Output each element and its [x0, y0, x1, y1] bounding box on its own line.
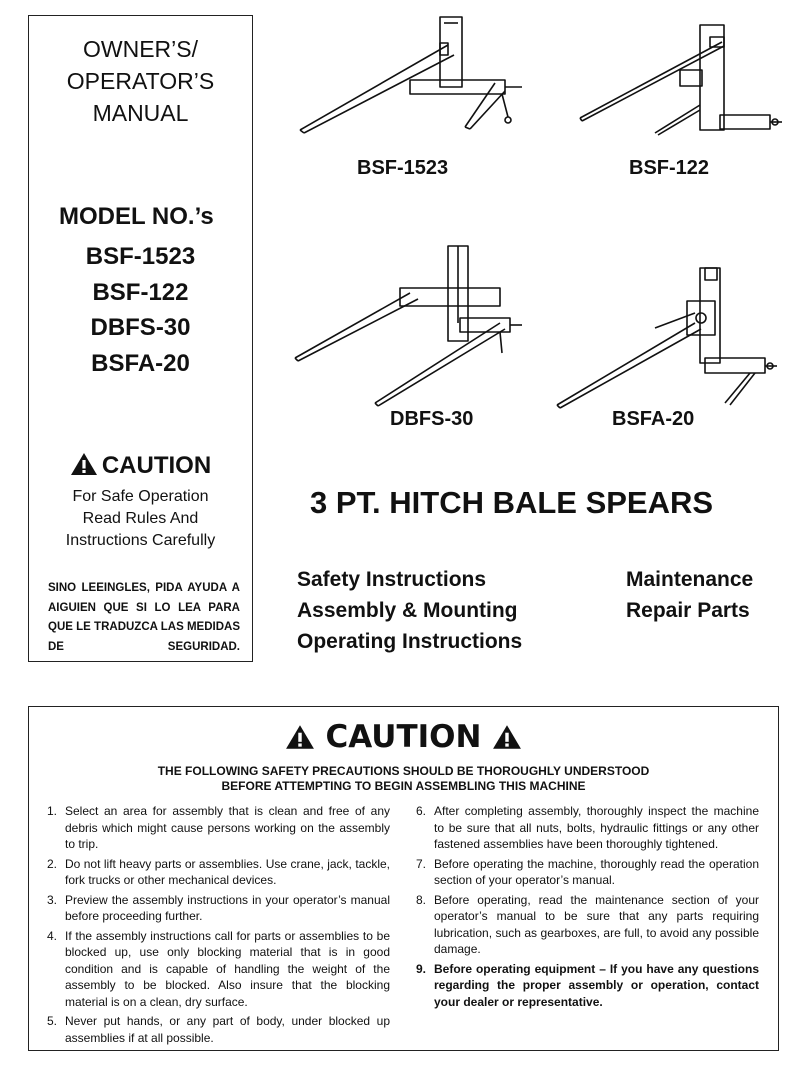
manual-title-line: OPERATOR’S: [66, 68, 215, 94]
page-title: 3 PT. HITCH BALE SPEARS: [310, 485, 714, 520]
bale-spear-drawing: [290, 243, 530, 413]
model-number: BSF-122: [92, 278, 189, 306]
item-number: 8.: [416, 892, 427, 907]
bale-spear-drawing: [560, 15, 790, 145]
item-number: 3.: [47, 892, 58, 907]
list-item: [47, 1013, 390, 1046]
item-text: Select an area for assembly that is clean and free of any debris which might cause persons working on the assembly to trip.: [65, 804, 390, 851]
contents-item: Safety Instructions: [297, 568, 487, 591]
list-item: [416, 892, 759, 958]
contents-item: Repair Parts: [626, 599, 750, 622]
product-label: BSF-1523: [357, 157, 449, 179]
contents-right: [626, 564, 753, 626]
precautions-list-right: [416, 803, 759, 1013]
caution-label: CAUTION: [101, 452, 212, 479]
manual-title-line: MANUAL: [92, 100, 189, 126]
contents-item: Maintenance: [626, 568, 754, 591]
item-number: 9.: [416, 961, 427, 976]
caution-subtitle-line: THE FOLLOWING SAFETY PRECAUTIONS SHOULD BE THOROUGHLY UNDERSTOOD: [157, 764, 650, 778]
model-number: BSFA-20: [91, 349, 190, 377]
spanish-note: SINO LEEINGLES, PIDA AYUDA A AIGUIEN QUE SI LO LEA PARA QUE LE TRADUZCA LAS MEDIDAS DE SEGURIDAD.: [48, 582, 240, 653]
list-item: [416, 961, 759, 1011]
manual-title: [29, 33, 252, 129]
item-number: 2.: [47, 856, 58, 871]
model-heading: MODEL NO.’s: [59, 203, 214, 230]
list-item: [47, 803, 390, 853]
product-label: BSFA-20: [612, 408, 695, 430]
product-label: DBFS-30: [390, 408, 474, 430]
model-list: [29, 239, 252, 381]
caution-title-text: CAUTION: [325, 719, 482, 755]
item-text: If the assembly instructions call for parts or assemblies to be blocked up, use only blocking material that is in good condition and is capable of handling the weight of the assembly to be blocked. Also insure that the blocking material is on a clean, dry surface.: [65, 928, 390, 1009]
safe-operation-note: [29, 486, 252, 552]
model-info-box: [28, 15, 253, 662]
item-number: 7.: [416, 856, 427, 871]
bale-spear-drawing: [555, 243, 790, 413]
item-text: Never put hands, or any part of body, under blocked up assemblies if at all possible.: [65, 1014, 390, 1045]
contents-item: Assembly & Mounting: [297, 599, 518, 622]
item-text: Preview the assembly instructions in your operator’s manual before proceeding further.: [65, 892, 390, 923]
caution-subtitle: [29, 764, 778, 794]
list-item: [416, 856, 759, 889]
precautions-list-left: [47, 803, 390, 1049]
item-number: 1.: [47, 804, 58, 818]
contents-item: Operating Instructions: [297, 630, 523, 653]
item-number: 5.: [47, 1014, 58, 1028]
caution-box: [28, 706, 779, 1051]
bale-spear-drawing: [290, 15, 530, 145]
warning-icon: [285, 724, 315, 750]
list-item: [47, 892, 390, 925]
caution-subtitle-line: BEFORE ATTEMPTING TO BEGIN ASSEMBLING THIS MACHINE: [221, 779, 586, 793]
item-text: Do not lift heavy parts or assemblies. Use crane, jack, tackle, fork trucks or other mechanical devices.: [65, 856, 390, 887]
safe-operation-line: For Safe Operation: [72, 488, 209, 505]
caution-title: [29, 719, 778, 755]
item-text: After completing assembly, thoroughly inspect the machine to be sure that all nuts, bolts, hydraulic fittings or any other fastened assemblies have been thoroughly tightened.: [434, 804, 759, 851]
manual-title-line: OWNER’S/: [83, 36, 198, 62]
list-item: [47, 928, 390, 1011]
caution-heading: [29, 452, 252, 480]
safe-operation-line: Read Rules And: [82, 510, 199, 527]
item-text: Before operating the machine, thoroughly read the operation section of your operator’s manual.: [434, 856, 759, 887]
model-number: DBFS-30: [90, 314, 191, 341]
contents-left: [297, 564, 522, 657]
warning-icon: [492, 724, 522, 750]
item-number: 6.: [416, 804, 427, 818]
model-number: BSF-1523: [85, 243, 196, 270]
product-label: BSF-122: [629, 157, 710, 179]
list-item: [416, 803, 759, 853]
item-number: 4.: [47, 928, 58, 943]
item-text: Before operating equipment – If you have any questions regarding the proper assembly or operation, contact your dealer or representative.: [434, 961, 759, 1009]
item-text: Before operating, read the maintenance section of your operator’s manual to be sure that any parts requiring lubrication, such as gearboxes, are full, to avoid any possible damage.: [434, 892, 759, 956]
safe-operation-line: Instructions Carefully: [65, 532, 216, 549]
list-item: [47, 856, 390, 889]
warning-icon: [70, 452, 98, 476]
